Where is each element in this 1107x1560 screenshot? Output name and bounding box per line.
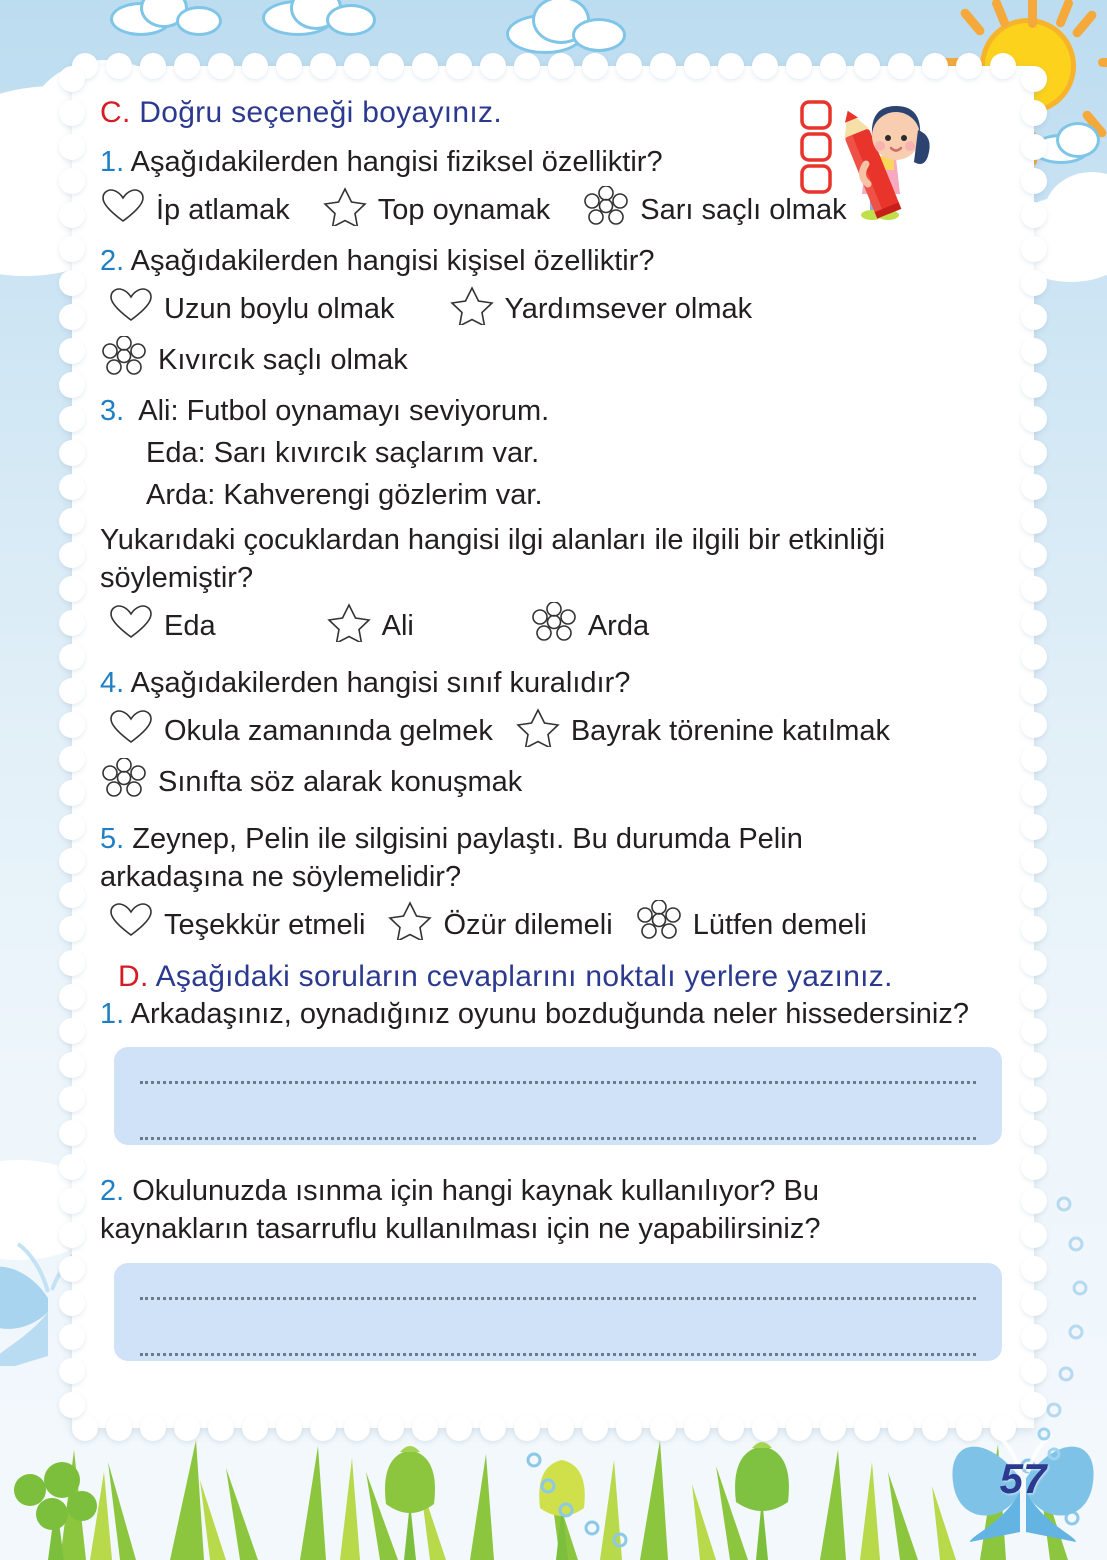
question-c-3-options [100, 602, 1020, 651]
sheet-scallop [412, 53, 438, 79]
option-label: Sınıfta söz alarak konuşmak [158, 766, 523, 799]
sheet-scallop [59, 66, 85, 92]
option-flower[interactable] [582, 186, 846, 235]
sheet-scallop [59, 1256, 85, 1282]
sheet-scallop [1021, 440, 1047, 466]
sheet-scallop [616, 53, 642, 79]
option-heart[interactable] [100, 188, 290, 233]
sheet-scallop [344, 53, 370, 79]
sheet-scallop [1021, 372, 1047, 398]
option-label: Teşekkür etmeli [164, 908, 366, 941]
option-flower[interactable] [100, 758, 522, 807]
option-heart[interactable] [108, 709, 493, 754]
question-c-3-prompt: Yukarıdaki çocuklardan hangisi ilgi alanları ile ilgili bir etkinliği söylemiştir? [100, 524, 886, 594]
sheet-scallop [820, 53, 846, 79]
option-star[interactable] [449, 285, 753, 334]
sheet-scallop [446, 53, 472, 79]
sheet-scallop [59, 134, 85, 160]
option-star[interactable] [515, 707, 890, 756]
sheet-scallop [59, 1154, 85, 1180]
heart-icon[interactable] [108, 709, 154, 754]
answer-box-d-2[interactable] [114, 1263, 1002, 1361]
sheet-scallop [1021, 712, 1047, 738]
option-label: Arda [587, 610, 650, 643]
sheet-scallop [1021, 848, 1047, 874]
garden-decoration [0, 1410, 1107, 1560]
sheet-scallop [1021, 814, 1047, 840]
sheet-scallop [59, 1086, 85, 1112]
sheet-scallop [582, 53, 608, 79]
sheet-scallop [1021, 984, 1047, 1010]
sheet-scallop [59, 916, 85, 942]
sheet-scallop [59, 440, 85, 466]
sheet-scallop [1021, 678, 1047, 704]
sheet-scallop [480, 53, 506, 79]
sheet-scallop [1021, 746, 1047, 772]
sheet-scallop [59, 882, 85, 908]
question-c-1-text-row [100, 144, 1020, 182]
sheet-scallop [276, 53, 302, 79]
question-c-2 [100, 243, 1020, 385]
sheet-scallop [1021, 1358, 1047, 1384]
worksheet-content [100, 96, 1020, 1361]
option-label: Özür dilemeli [443, 908, 613, 941]
answer-dotted-line [140, 1297, 976, 1300]
sheet-scallop [514, 53, 540, 79]
question-c-4-text: Aşağıdakilerden hangisi sınıf kuralıdır? [130, 666, 631, 699]
sheet-scallop [548, 53, 574, 79]
sheet-scallop [310, 53, 336, 79]
sheet-scallop [1021, 1120, 1047, 1146]
option-label: Bayrak törenine katılmak [570, 715, 890, 747]
question-d-1 [100, 996, 1020, 1146]
sheet-scallop [752, 53, 778, 79]
sheet-scallop [59, 746, 85, 772]
option-label: Kıvırcık saçlı olmak [158, 344, 408, 377]
question-c-1-options [100, 186, 1020, 235]
sheet-scallop [1021, 1052, 1047, 1078]
question-c-5-text-row [100, 821, 945, 896]
star-icon[interactable] [322, 186, 368, 235]
sheet-scallop [1021, 1154, 1047, 1180]
sheet-scallop [59, 1222, 85, 1248]
sheet-scallop [1021, 168, 1047, 194]
sheet-scallop [59, 406, 85, 432]
sheet-scallop [59, 678, 85, 704]
sheet-scallop [59, 304, 85, 330]
question-c-4-options-row2 [100, 758, 1020, 807]
sheet-scallop [1021, 576, 1047, 602]
section-c-letter: C. [100, 96, 131, 129]
flower-icon[interactable] [582, 186, 630, 235]
sheet-scallop [1021, 610, 1047, 636]
flower-icon[interactable] [100, 336, 148, 385]
question-c-3-line-eda: Eda: Sarı kıvırcık saçlarım var. [146, 436, 540, 469]
option-label: Okula zamanında gelmek [164, 715, 493, 747]
sheet-scallop [59, 508, 85, 534]
star-icon[interactable] [449, 285, 495, 334]
option-star[interactable] [326, 602, 414, 651]
question-c-1-number: 1. [100, 146, 125, 178]
question-c-3 [100, 393, 1020, 651]
question-d-2-number: 2. [100, 1175, 125, 1208]
flower-icon[interactable] [100, 758, 148, 807]
sheet-scallop [1021, 950, 1047, 976]
question-c-4 [100, 665, 1020, 807]
option-label: Yardımsever olmak [504, 293, 753, 326]
sheet-scallop [1021, 100, 1047, 126]
sheet-scallop [174, 53, 200, 79]
question-c-1-text: Aşağıdakilerden hangisi fiziksel özelliktir? [130, 146, 663, 178]
section-c-title: Doğru seçeneği boyayınız. [139, 96, 502, 129]
sheet-scallop [378, 53, 404, 79]
question-d-1-text-row [100, 996, 1020, 1034]
option-label: İp atlamak [156, 194, 290, 227]
sheet-scallop [59, 270, 85, 296]
sheet-scallop [1021, 304, 1047, 330]
sheet-scallop [59, 1188, 85, 1214]
sheet-scallop [786, 53, 812, 79]
sheet-scallop [242, 53, 268, 79]
option-heart[interactable] [108, 287, 395, 332]
section-d-heading [118, 960, 1020, 994]
question-c-2-text: Aşağıdakilerden hangisi kişisel özelliktir? [130, 244, 655, 277]
sheet-scallop [59, 1120, 85, 1146]
question-d-1-text: Arkadaşınız, oynadığınız oyunu bozduğunda neler hissedersiniz? [130, 997, 969, 1030]
flower-icon[interactable] [530, 602, 578, 651]
answer-dotted-line [140, 1137, 976, 1140]
heart-icon[interactable] [100, 188, 146, 233]
question-c-5-options [100, 900, 1020, 949]
sheet-scallop [59, 1290, 85, 1316]
sheet-scallop [1021, 474, 1047, 500]
heart-icon[interactable] [108, 604, 154, 649]
question-d-2 [100, 1173, 1020, 1360]
sheet-scallop [59, 1358, 85, 1384]
heart-icon[interactable] [108, 287, 154, 332]
sheet-scallop [1021, 134, 1047, 160]
sheet-scallop [59, 1018, 85, 1044]
option-label: Lütfen demeli [692, 908, 867, 941]
sheet-scallop [1021, 882, 1047, 908]
sheet-scallop [1021, 236, 1047, 262]
sheet-scallop [684, 53, 710, 79]
question-c-3-text: Ali: Futbol oynamayı seviyorum. [138, 395, 550, 428]
question-c-4-number: 4. [100, 666, 125, 699]
section-c-heading [100, 96, 1020, 130]
sheet-scallop [854, 53, 880, 79]
sheet-scallop [59, 848, 85, 874]
sheet-scallop [59, 168, 85, 194]
sheet-scallop [1021, 1018, 1047, 1044]
sheet-scallop [59, 780, 85, 806]
answer-dotted-line [140, 1353, 976, 1356]
question-c-2-options-row1 [100, 285, 1020, 334]
sheet-scallop [59, 576, 85, 602]
sheet-scallop [59, 100, 85, 126]
sheet-scallop [922, 53, 948, 79]
option-label: Uzun boylu olmak [164, 293, 395, 326]
option-label: Ali [381, 610, 414, 643]
sheet-scallop [208, 53, 234, 79]
sheet-scallop [59, 712, 85, 738]
question-c-3-number: 3. [100, 395, 125, 428]
section-d-letter: D. [118, 959, 149, 993]
sheet-scallop [59, 1052, 85, 1078]
sheet-scallop [1021, 1290, 1047, 1316]
sheet-scallop [106, 53, 132, 79]
question-c-3-line-arda: Arda: Kahverengi gözlerim var. [146, 478, 543, 511]
sheet-scallop [59, 1324, 85, 1350]
sheet-scallop [1021, 1256, 1047, 1282]
sheet-scallop [59, 372, 85, 398]
star-icon[interactable] [326, 602, 372, 651]
question-c-4-options-row1 [100, 707, 1020, 756]
answer-box-d-1[interactable] [114, 1047, 1002, 1145]
sheet-scallop [1021, 644, 1047, 670]
option-label: Sarı saçlı olmak [640, 194, 847, 227]
sheet-scallop [1021, 1188, 1047, 1214]
question-c-2-options-row2 [100, 336, 1020, 385]
sheet-scallop [59, 610, 85, 636]
sheet-scallop [650, 53, 676, 79]
sheet-scallop [1021, 780, 1047, 806]
star-icon[interactable] [387, 900, 433, 949]
sheet-scallop [1021, 270, 1047, 296]
sheet-scallop [1021, 202, 1047, 228]
option-label: Eda [164, 610, 216, 643]
option-flower[interactable] [635, 900, 867, 949]
question-d-2-text-row [100, 1173, 962, 1248]
question-c-4-text-row [100, 665, 1020, 703]
sheet-scallop [1021, 542, 1047, 568]
sheet-scallop [1021, 508, 1047, 534]
question-c-2-text-row [100, 243, 1020, 281]
sheet-scallop [956, 53, 982, 79]
sheet-scallop [59, 542, 85, 568]
page-number: 57 [999, 1455, 1047, 1502]
question-c-3-text-row [100, 393, 1020, 431]
question-c-2-number: 2. [100, 244, 125, 277]
option-label: Top oynamak [377, 194, 551, 227]
option-star[interactable] [322, 186, 551, 235]
heart-icon[interactable] [108, 902, 154, 947]
question-c-5-text: Zeynep, Pelin ile silgisini paylaştı. Bu durumda Pelin arkadaşına ne söylemelidir? [100, 823, 803, 893]
sheet-scallop [1021, 1324, 1047, 1350]
sheet-scallop [888, 53, 914, 79]
sheet-scallop [59, 202, 85, 228]
option-flower[interactable] [530, 602, 649, 651]
sheet-scallop [990, 53, 1016, 79]
sheet-scallop [59, 984, 85, 1010]
sheet-scallop [1021, 406, 1047, 432]
flower-icon[interactable] [635, 900, 683, 949]
sheet-scallop [59, 814, 85, 840]
sheet-scallop [718, 53, 744, 79]
option-star[interactable] [387, 900, 612, 949]
sheet-scallop [59, 474, 85, 500]
question-c-5-number: 5. [100, 823, 125, 855]
sheet-scallop [140, 53, 166, 79]
question-c-5 [100, 821, 1020, 950]
sheet-scallop [1021, 1086, 1047, 1112]
answer-dotted-line [140, 1081, 976, 1084]
sheet-scallop [1021, 916, 1047, 942]
sheet-scallop [1021, 338, 1047, 364]
option-flower[interactable] [100, 336, 408, 385]
sheet-scallop [59, 236, 85, 262]
sheet-scallop [59, 644, 85, 670]
star-icon[interactable] [515, 707, 561, 756]
sheet-scallop [1021, 66, 1047, 92]
option-heart[interactable] [108, 604, 216, 649]
option-heart[interactable] [108, 902, 365, 947]
question-c-1 [100, 144, 1020, 235]
question-d-2-text: Okulunuzda ısınma için hangi kaynak kullanılıyor? Bu kaynakların tasarruflu kullanılması için ne yapabilirsiniz? [100, 1175, 821, 1245]
sheet-scallop [59, 950, 85, 976]
question-d-1-number: 1. [100, 997, 125, 1030]
section-d-title: Aşağıdaki soruların cevaplarını noktalı yerlere yazınız. [155, 959, 893, 993]
sheet-scallop [59, 338, 85, 364]
sheet-scallop [1021, 1222, 1047, 1248]
